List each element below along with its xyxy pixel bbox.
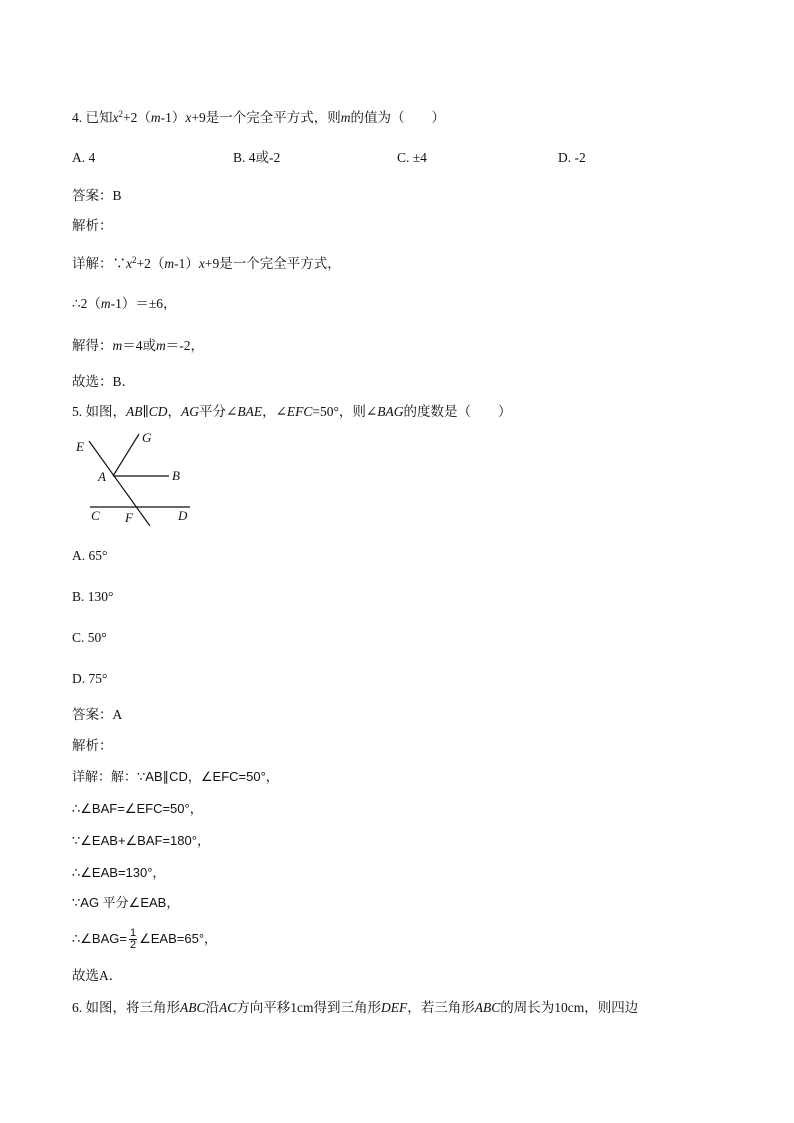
ray-ag: [113, 434, 139, 476]
q5-step-4: ∴∠EAB=130°，: [72, 865, 166, 880]
q4-step-2: 解得：m＝4或m＝-2，: [72, 338, 204, 353]
q5-step-1: 详解：解：∵AB∥CD，∠EFC=50°，: [72, 769, 279, 784]
q5-choose: 故选A．: [72, 968, 123, 983]
q4-stem: 4. 已知$x^2+2(m-1)x+9$是一个完全平方式，则m的值为（ ）: [72, 109, 445, 125]
label-b: B: [172, 468, 180, 483]
label-a: A: [98, 469, 106, 484]
q5-option-a: A. 65°: [72, 548, 108, 563]
q5-analysis-label: 解析：: [72, 738, 113, 753]
q4-choose: 故选：B．: [72, 374, 136, 389]
label-e: E: [76, 439, 84, 454]
q4-detail: 详解：$\because x^2+2(m-1)x+9$是一个完全平方式，: [72, 255, 341, 271]
q4-answer: 答案：B: [72, 188, 122, 203]
q6-stem: 6. 如图，将三角形ABC沿AC方向平移1cm得到三角形DEF，若三角形ABC的周长为10cm，则四边: [72, 1000, 639, 1015]
label-d: D: [178, 508, 188, 523]
q5-step-5: ∵AG 平分∠EAB，: [72, 895, 180, 910]
q5-stem: 5. 如图，AB∥CD，AG平分∠BAE，∠EFC=50°，则∠BAG的度数是（ ）: [72, 404, 512, 419]
q4-analysis-label: 解析：: [72, 218, 113, 233]
q5-option-d: D. 75°: [72, 671, 108, 686]
label-f: F: [125, 510, 133, 525]
q4-option-d: D. -2: [558, 150, 586, 165]
q5-answer: 答案：A: [72, 707, 123, 722]
q4-option-a: A. 4: [72, 150, 96, 165]
fraction-one-half: $\frac{1}{2}$: [129, 927, 137, 951]
q5-option-b: B. 130°: [72, 589, 114, 604]
label-g: G: [142, 430, 152, 445]
q4-option-b: B. 4或-2: [233, 150, 281, 165]
q5-step-fraction: ∴∠BAG= $\frac{1}{2}$ ∠EAB=65°，: [72, 927, 218, 951]
q5-step-3: ∵∠EAB+∠BAF=180°，: [72, 833, 210, 848]
q5-figure: [72, 428, 202, 528]
q5-option-c: C. 50°: [72, 630, 107, 645]
q4-option-c: C. ±4: [397, 150, 427, 165]
label-c: C: [91, 508, 100, 523]
q5-step-2: ∴∠BAF=∠EFC=50°，: [72, 801, 203, 816]
q4-step-1: ∴2（m-1）＝±6，: [72, 296, 177, 311]
